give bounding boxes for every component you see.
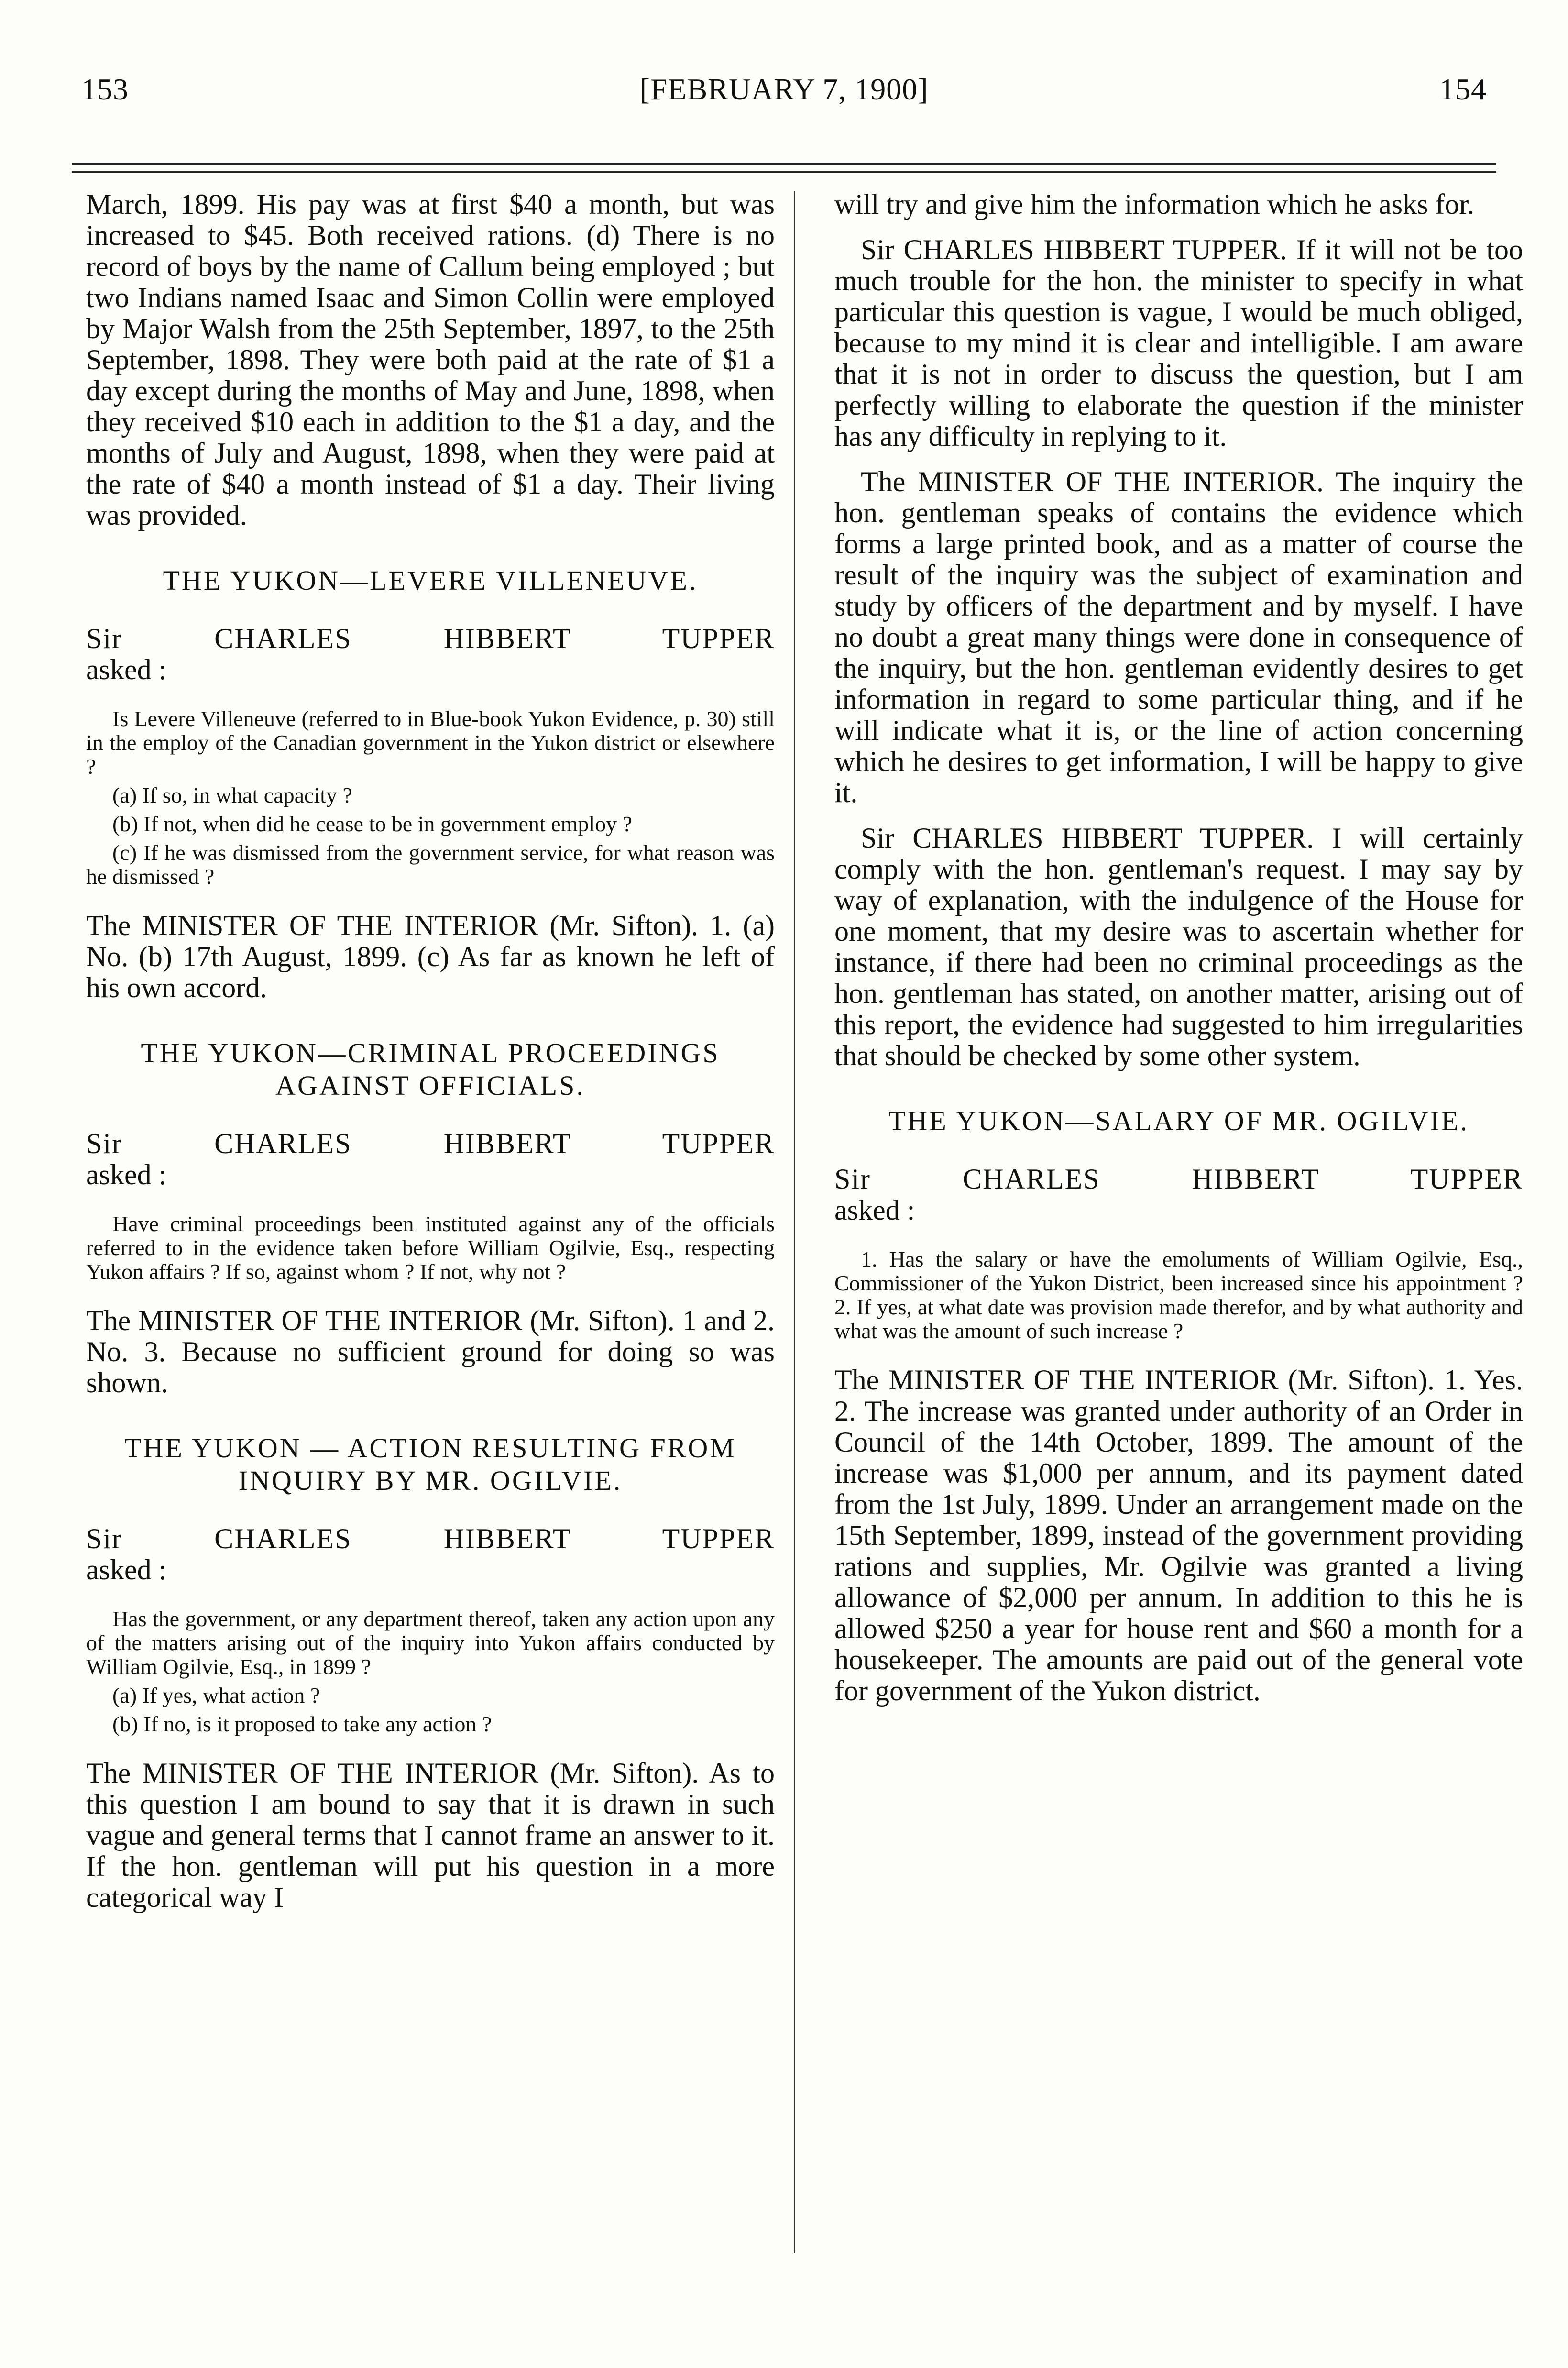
right-column <box>834 189 1523 1721</box>
page-number-right: 154 <box>1439 72 1487 106</box>
answer-paragraph: The MINISTER OF THE INTERIOR (Mr. Sifton). 1 and 2. No. 3. Because no sufficient ground for doing so was shown. <box>86 1305 775 1399</box>
asked-line <box>86 1523 775 1586</box>
asked-label: asked : <box>834 1194 915 1226</box>
asked-label: asked : <box>86 654 167 685</box>
section-heading: THE YUKON—CRIMINAL PROCEEDINGS AGAINST OFFICIALS. <box>141 1037 720 1101</box>
speaker-name: Sir CHARLES HIBBERT TUPPER <box>86 1128 775 1159</box>
question-subitem: (a) If yes, what action ? <box>112 1683 320 1707</box>
paragraph: will try and give him the information which he asks for. <box>834 188 1475 220</box>
question-subitem: (b) If not, when did he cease to be in government employ ? <box>112 812 633 836</box>
question-text: Has the government, or any department thereof, taken any action upon any of the matters arising out of the inquiry into Yukon affairs conducted by William Ogilvie, Esq., in 1899 ? <box>86 1607 775 1679</box>
left-column <box>86 189 775 1927</box>
answer-paragraph: The MINISTER OF THE INTERIOR (Mr. Sifton). 1. (a) No. (b) 17th August, 1899. (c) As far as known he left of his own accord. <box>86 910 775 1003</box>
question-subitem: (b) If no, is it proposed to take any action ? <box>112 1712 492 1736</box>
speaker-name: Sir CHARLES HIBBERT TUPPER <box>86 1523 775 1554</box>
section-heading: THE YUKON — ACTION RESULTING FROM INQUIRY BY MR. OGILVIE. <box>124 1432 736 1496</box>
asked-line <box>834 1164 1523 1226</box>
header-rule-top <box>72 163 1496 165</box>
question-text: Is Levere Villeneuve (referred to in Blue-book Yukon Evidence, p. 30) still in the employ of the Canadian government in the Yukon district or elsewhere ? <box>86 706 775 779</box>
page-header <box>81 72 1487 129</box>
speaker-name: Sir CHARLES HIBBERT TUPPER <box>834 1163 1523 1195</box>
column-divider <box>794 191 795 2253</box>
section-heading: THE YUKON—SALARY OF MR. OGILVIE. <box>888 1105 1469 1136</box>
asked-label: asked : <box>86 1159 167 1190</box>
answer-paragraph: The MINISTER OF THE INTERIOR (Mr. Sifton). 1. Yes. 2. The increase was granted under authority of an Order in Council of the 14th October, 1899. The amount of the increase was $1,000 per annum, and its payment dated from the 1st July, 1899. Under an arrangement made on the 15th September, 1899, instead of the government providing rations and supplies, Mr. Ogilvie was granted a living allowance of $2,000 per annum. In addition to this he is allowed $250 a year for house rent and $60 a month for a housekeeper. The amounts are paid out of the general vote for government of the Yukon district. <box>834 1364 1523 1707</box>
speaker-name: Sir CHARLES HIBBERT TUPPER <box>86 623 775 654</box>
asked-label: asked : <box>86 1554 167 1586</box>
paragraph: March, 1899. His pay was at first $40 a month, but was increased to $45. Both received rations. (d) There is no record of boys by the name of Callum being employed ; but two Indians named Isaac and Simon Collin were employed by Major Walsh from the 25th September, 1897, to the 25th September, 1898. They were both paid at the rate of $1 a day except during the months of May and June, 1898, when they received $10 each in addition to the $1 a day, and the months of July and August, 1898, when they were paid at the rate of $40 a month instead of $1 a day. Their living was provided. <box>86 188 775 531</box>
answer-paragraph: The MINISTER OF THE INTERIOR (Mr. Sifton). As to this question I am bound to say that it is drawn in such vague and general terms that I cannot frame an answer to it. If the hon. gentleman will put his question in a more categorical way I <box>86 1757 775 1913</box>
question-subitem: (c) If he was dismissed from the government service, for what reason was he dismissed ? <box>86 840 775 889</box>
page-date: [FEBRUARY 7, 1900] <box>639 72 929 106</box>
paragraph: The MINISTER OF THE INTERIOR. The inquiry the hon. gentleman speaks of contains the evidence which forms a large printed book, and as a matter of course the result of the inquiry was the subject of examination and study by officers of the department and by myself. I have no doubt a great many things were done in consequence of the inquiry, but the hon. gentleman evidently desires to get information in regard to some particular thing, and if he will indicate what it is, or the line of action concerning which he desires to get information, I will be happy to give it. <box>834 466 1523 808</box>
question-subitem: (a) If so, in what capacity ? <box>112 783 352 807</box>
section-heading: THE YUKON—LEVERE VILLENEUVE. <box>163 565 698 596</box>
asked-line <box>86 623 775 685</box>
page-number-left: 153 <box>81 72 129 106</box>
header-rule-bottom <box>72 171 1496 173</box>
question-text: Have criminal proceedings been instituted against any of the officials referred to in the evidence taken before William Ogilvie, Esq., respecting Yukon affairs ? If so, against whom ? If not, why not ? <box>86 1212 775 1284</box>
question-text: 1. Has the salary or have the emoluments of William Ogilvie, Esq., Commissioner of the Yukon District, been increased since his appointment ? 2. If yes, at what date was provision made therefor, and by what authority and what was the amount of such increase ? <box>834 1247 1523 1343</box>
paragraph: Sir CHARLES HIBBERT TUPPER. I will certainly comply with the hon. gentleman's request. I may say by way of explanation, with the indulgence of the House for one moment, that my desire was to ascertain whether for instance, if there had been no criminal proceedings as the hon. gentleman has stated, on another matter, arising out of this report, the evidence had suggested to him irregularities that should be checked by some other system. <box>834 822 1523 1071</box>
asked-line <box>86 1128 775 1190</box>
paragraph: Sir CHARLES HIBBERT TUPPER. If it will not be too much trouble for the hon. the minister to specify in what particular this question is vague, I would be much obliged, because to my mind it is clear and intelligible. I am aware that it is not in order to discuss the question, but I am perfectly willing to elaborate the question if the minister has any difficulty in replying to it. <box>834 234 1523 452</box>
